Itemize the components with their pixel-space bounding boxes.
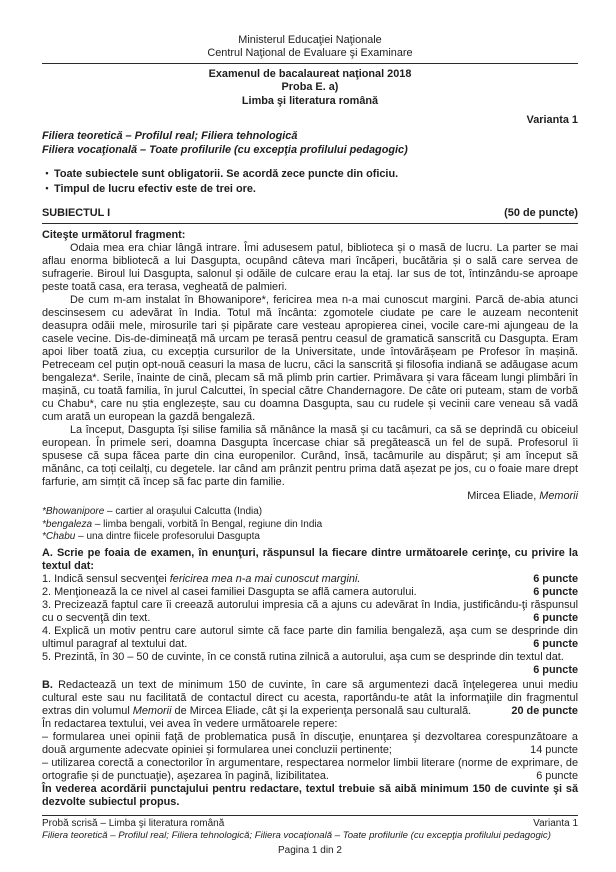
footnote-term: *Chabu — [42, 531, 76, 543]
instruction-item — [42, 167, 578, 182]
exam-proba: Proba E. a) — [281, 81, 339, 94]
task-b-paragraph — [42, 679, 578, 718]
task-b-points: 20 de puncte — [511, 705, 578, 717]
footnote — [42, 506, 578, 519]
item-number: 4. — [42, 625, 52, 637]
filiera-block — [42, 130, 578, 157]
task-b-text: de Mircea Eliade, cât şi la experienţa personală sau culturală. — [171, 705, 472, 717]
bullet-icon: • — [45, 182, 49, 193]
repere-text: – formularea unei opinii faţă de problematica pusă în discuţie, enunţarea şi dezvoltarea corespunzătoare a două argumente adecvate opiniei și formularea unei concluzii pertinente; — [42, 731, 578, 756]
ministry-name: Ministerul Educaţiei Naţionale — [238, 34, 382, 46]
attribution-work: Memorii — [536, 490, 578, 503]
item-points: 6 puncte — [533, 586, 578, 598]
item-number: 3. — [42, 599, 52, 611]
item-points: 6 puncte — [533, 664, 578, 676]
item-points: 6 puncte — [533, 573, 578, 585]
repere-item-2 — [42, 757, 578, 783]
item-text-italic: fericirea mea n-a mai cunoscut margini. — [169, 573, 361, 585]
item-points: 6 puncte — [533, 612, 578, 624]
footer-left: Probă scrisă – Limba şi literatura română — [42, 818, 225, 829]
item-number: 5. — [42, 651, 52, 663]
footnote-term: *Bhowanipore — [42, 506, 105, 518]
item-text: Explică un motiv pentru care autorul simte că face parte din familia bengaleză, aşa cum se desprinde din ultimul paragraf al textului dat. — [42, 625, 578, 650]
filiera-line-1: Filiera teoretică – Profilul real; Filiera tehnologică — [42, 130, 298, 143]
fragment-paragraph-1: Odaia mea era chiar lângă intrare. Îmi adusesem patul, biblioteca și o masă de lucru. La parter se mai aflau enorma bibliotecă a lui Dasgupta, ocupând câteva mari încăperi, bucătăria și o sală care servea de sufragerie. Biroul lui Dasgupta, salonul și odăile de culcare erau la etaj. Iar sus de tot, întinzându-se aproape peste toată casa, era terasa, vegheată de palmieri. — [42, 242, 578, 294]
org-header — [42, 34, 578, 60]
subject1-heading: SUBIECTUL I — [42, 207, 111, 220]
item-text: Menţionează la ce nivel al casei familiei Dasgupta se află camera autorului. — [54, 586, 417, 598]
attribution-author: Mircea Eliade, — [467, 490, 537, 503]
footer-row — [42, 818, 578, 830]
footnote-definition: – cartier al oraşului Calcutta (India) — [104, 506, 263, 518]
footer-rule — [42, 815, 578, 816]
header-rule — [42, 63, 578, 64]
repere-intro: În redactarea textului, vei avea în vedere următoarele repere: — [42, 718, 338, 730]
footnote-definition: – una dintre fiicele profesorului Dasgupta — [75, 531, 260, 543]
task-b-label: B. — [42, 679, 53, 691]
repere-points: 14 puncte — [530, 744, 578, 756]
instruction-text: Toate subiectele sunt obligatorii. Se acordă zece puncte din oficiu. — [54, 168, 399, 181]
page-footer — [42, 815, 578, 857]
filiera-line-2: Filiera vocaţională – Toate profilurile (cu excepţia profilului pedagogic) — [42, 143, 408, 156]
instruction-text: Timpul de lucru efectiv este de trei ore. — [54, 182, 256, 195]
footnote-term: *bengaleza — [42, 518, 93, 530]
evaluation-center-name: Centrul Naţional de Evaluare şi Examinare — [207, 47, 413, 59]
task-a-item-1 — [42, 573, 578, 586]
task-a-item-5 — [42, 651, 578, 664]
subject1-header-row — [42, 207, 578, 224]
footer-filiera: Filiera teoretică – Profilul real; Filiera tehnologică; Filiera vocaţională – Toate profilurile (cu excepţia profilului pedagogic) — [42, 830, 551, 842]
fragment-paragraph-3: La început, Dasgupta își silise familia să mănânce la masă și cu tacâmuri, ca să se deprindă cu obiceiul european. În primele seri, doamna Dasgupta încercase chiar să pregătească un fel de supă. Profesorul îi spusese că supa făcea parte din cina europenilor. Curând, însă, tacâmurile au dispărut; și am început să mănânc, ca toți ceilalți, cu degetele. Iar când am prânzit pentru prima dată așezat pe jos, cu o foaie mare drept farfurie, am simțit că încep să fac parte din familie. — [42, 424, 578, 489]
read-prompt: Citeşte următorul fragment: — [42, 229, 186, 242]
footer-variant: Varianta 1 — [533, 818, 578, 829]
exam-subject: Limba şi literatura română — [241, 94, 379, 107]
attribution — [42, 490, 578, 503]
task-a-item-3 — [42, 599, 578, 625]
footnote — [42, 531, 578, 544]
exam-title: Examenul de bacalaureat naţional 2018 — [208, 68, 412, 80]
instructions-list — [42, 167, 578, 196]
redaction-note: În vederea acordării punctajului pentru redactare, textul trebuie să aibă minimum 150 de cuvinte şi să dezvolte subiectul propus. — [42, 783, 578, 808]
repere-points: 6 puncte — [536, 770, 578, 782]
footnote — [42, 519, 578, 532]
instruction-item — [42, 182, 578, 197]
title-block — [42, 68, 578, 108]
task-a-item-4 — [42, 625, 578, 651]
subject1-points: (50 de puncte) — [504, 207, 578, 220]
item-text: Indică sensul secvenţei — [54, 573, 170, 585]
footer-page-number: Pagina 1 din 2 — [278, 844, 342, 856]
task-a-item-2 — [42, 586, 578, 599]
task-b-text: Redactează un text de minimum 150 de cuvinte, în care să argumentezi dacă înţelegerea unui mediu cultural este sau nu facilitată de contactul direct cu acesta, raportându-te atât la informaţiile din fragmentul extras din volumul — [42, 679, 578, 717]
task-b-text-italic: Memorii — [132, 705, 172, 717]
bullet-icon: • — [45, 168, 49, 179]
task-a-intro: A. Scrie pe foaia de examen, în enunţuri, răspunsul la fiecare dintre următoarele cerinţe, cu privire la textul dat: — [42, 547, 578, 572]
footnote-definition: – limba bengali, vorbită în Bengal, regiune din India — [92, 518, 323, 530]
item-text: Precizează faptul care îi creează autorului impresia că a ajuns cu adevărat în India, justificându-ţi răspunsul cu o secvenţă din text. — [42, 599, 578, 624]
variant-label: Varianta 1 — [526, 114, 578, 127]
item-number: 2. — [42, 586, 52, 598]
item-text: Prezintă, în 30 – 50 de cuvinte, în ce constă rutina zilnică a autorului, aşa cum se desprinde din textul dat. — [54, 651, 564, 663]
repere-text: – utilizarea corectă a conectorilor în argumentare, respectarea normelor limbii literare (norme de exprimare, de ortografie și de punctuaţie), aşezarea în pagină, lizibilitatea. — [42, 757, 578, 782]
footnotes — [42, 506, 578, 544]
repere-item-1 — [42, 731, 578, 757]
fragment-paragraph-2: De cum m-am instalat în Bhowanipore*, fericirea mea n-a mai cunoscut margini. Parcă de-abia atunci descinsesem cu adevărat în India. Totul mă încânta: zgomotele ciudate pe care le auzeam necontenit deasupra odăii mele, mirosurile tari și pipărate care vesteau apropierea cinei, vocile care-mi ajungeau de la casele vecine. Dis-de-dimineață mă urcam pe terasă pentru ceasul de gramatică sanscrită cu Dasgupta. Eram apoi liber toată ziua, cu excepția cursurilor de la Universitate, unde întovărășeam pe Profesor în mașină. Petreceam cel puțin opt-nouă ceasuri la masa de lucru, căci la sanscrită și filosofia indiană se adăugase acum bengaleza*. Serile, înainte de cină, plecam să mă plimb prin cartier. Primăvara și vara făceam lungi plimbări în mașină, cu toată familia, în jurul Calcuttei, în special către Chandernagore. De câte ori puteam, stam de vorbă cu Chabu*, care nu știa englezește, sau cu doamna Dasgupta, sau cu rudele și vecinii care veneau să vadă cum arată un european la gazdă bengaleză. — [42, 294, 578, 424]
item-number: 1. — [42, 573, 52, 585]
item-points: 6 puncte — [533, 638, 578, 650]
